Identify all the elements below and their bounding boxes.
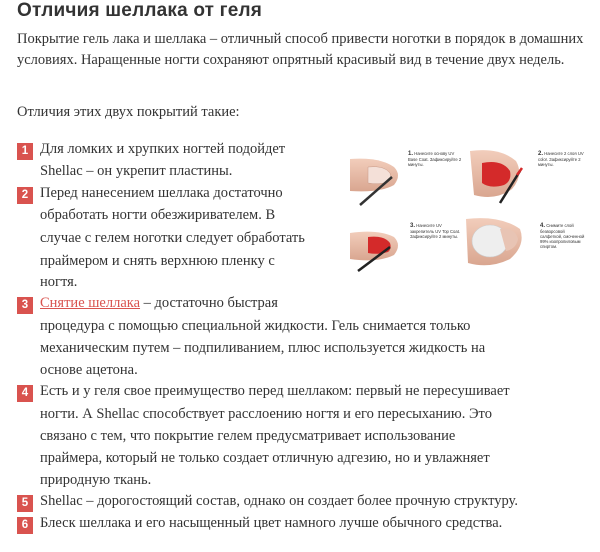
step-2-caption: 2. Нанесите 2 слоя UV color. Зафиксируйте 2 минуты. [538, 151, 584, 167]
list-item-4-line-4: праймера, который не только создает отличную адгезию, но и увлажняет [40, 450, 490, 466]
list-item-2-line-2: обработать ногти обезжиривателем. В [40, 207, 276, 223]
item-number-4: 4 [17, 385, 33, 402]
list-item-2-line-4: праймером и снять верхнюю пленку с [40, 253, 275, 269]
item-number-2: 2 [17, 187, 33, 204]
step-1-photo [350, 145, 405, 207]
step-3-photo [350, 213, 405, 275]
intro-paragraph: Покрытие гель лака и шеллака – отличный способ привести ноготки в порядок в домашних условиях. Наращенные ногти сохраняют опрятный красивый вид в течение двух недель. [17, 31, 584, 68]
step-1-caption: 1. Нанесите основу UV Base Coat. Зафиксируйте 2 минуты. [408, 151, 462, 167]
list-item-4-line-3: связано с тем, что покрытие гелем предусматривает использование [40, 428, 456, 444]
list-item-3-line-2: процедура с помощью специальной жидкости. Гель снимается только [40, 318, 471, 334]
list-item-5-line-1: Shellac – дорогостоящий состав, однако он создает более прочную структуру. [40, 493, 518, 509]
step-2-photo [466, 145, 524, 207]
item-number-1: 1 [17, 143, 33, 160]
item-number-6: 6 [17, 517, 33, 534]
item-number-5: 5 [17, 495, 33, 512]
step-3-caption: 3. Нанесите UV закрепитель UV Top Coat. Зафиксируйте 2 минуты. [410, 223, 461, 239]
list-item-3-line-4: основе ацетона. [40, 362, 138, 378]
item-number-3: 3 [17, 297, 33, 314]
shellac-steps-image [350, 145, 586, 275]
list-item-6-line-1: Блеск шеллака и его насыщенный цвет намного лучше обычного средства. [40, 515, 503, 531]
list-item-4-line-5: природную ткань. [40, 472, 152, 488]
list-item-2-line-5: ногтя. [40, 274, 78, 290]
differences-heading: Отличия этих двух покрытий такие: [17, 104, 240, 120]
shellac-removal-link[interactable]: Снятие шеллака [40, 295, 141, 311]
step-4-photo [466, 213, 524, 275]
list-item-1-line-1: Для ломких и хрупких ногтей подойдет [40, 141, 286, 157]
step-4-caption: 4. Снимите слой безворсовой салфеткой, смоченной 99% изопропиловым спиртом. [540, 223, 585, 249]
list-item-4-line-1: Есть и у геля свое преимущество перед шеллаком: первый не пересушивает [40, 383, 510, 399]
list-item-2-line-1: Перед нанесением шеллака достаточно [40, 185, 283, 201]
list-item-1-line-2: Shellac – он укрепит пластины. [40, 162, 233, 179]
list-item-3-line-1: Снятие шеллака – достаточно быстрая [40, 295, 278, 311]
page-title: Отличия шеллака от геля [17, 0, 263, 21]
list-item-4-line-2: ногти. А Shellac способствует расслоению ногтя и его пересыханию. Это [40, 406, 492, 422]
list-item-3-line-3: механическим путем – подпиливанием, плюс используется жидкость на [40, 340, 486, 356]
list-item-2-line-3: случае с гелем ноготки следует обработать [40, 230, 305, 246]
